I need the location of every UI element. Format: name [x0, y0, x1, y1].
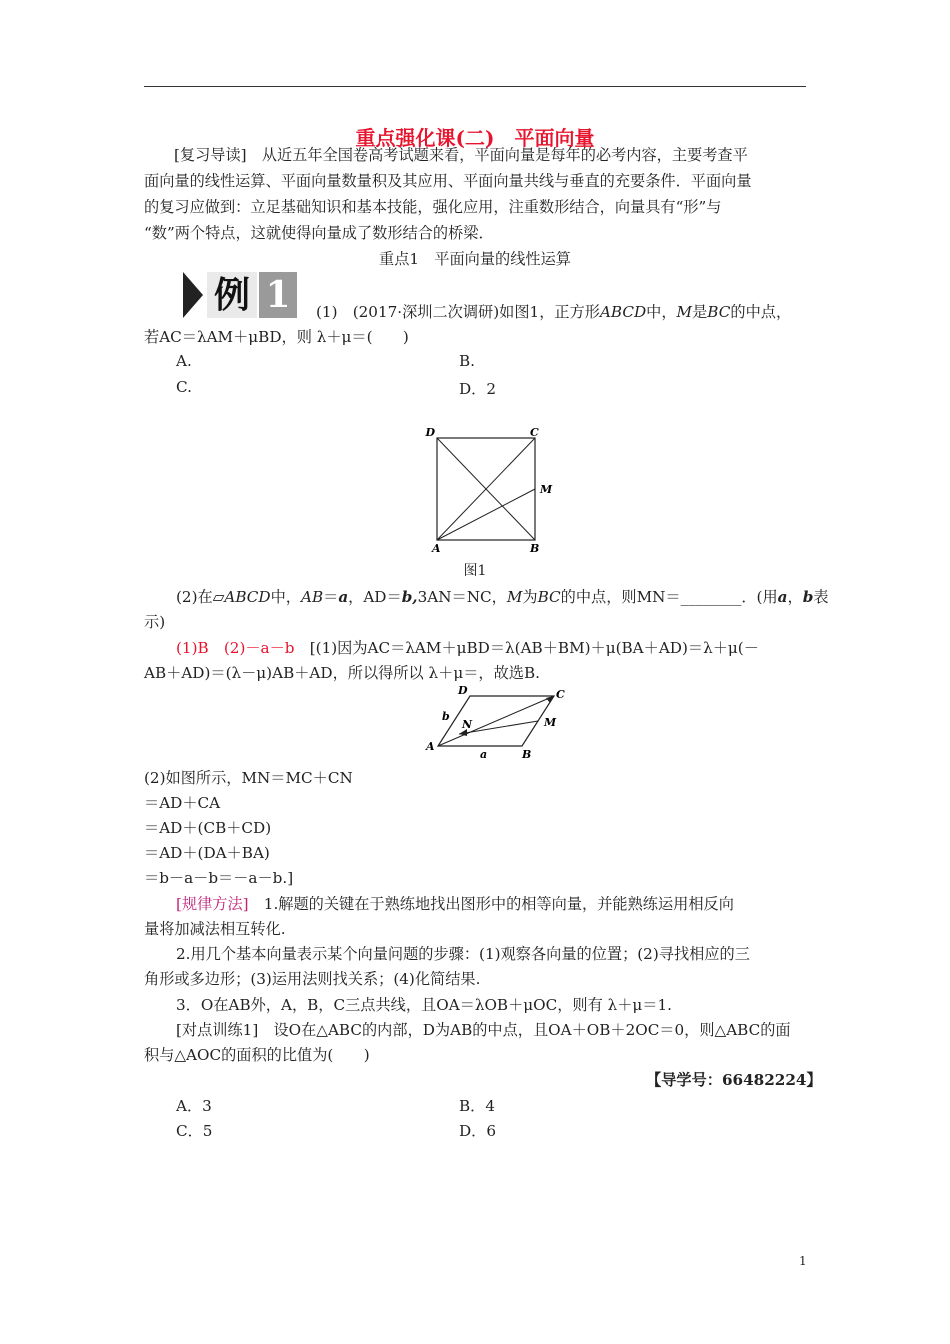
answer-key: (1)B (2)－a－b [176, 639, 295, 657]
method-line-4: 角形或多边形；(3)运用法则找关系；(4)化简结果. [144, 970, 481, 988]
svg-text:A: A [426, 740, 435, 753]
svg-text:B: B [522, 748, 532, 761]
guide-number: 【导学号：66482224】 [646, 1071, 822, 1089]
solution-line-3: ＝AD＋(CB＋CD) [144, 819, 272, 837]
practice-line-2: 积与△AOC的面积的比值为( ) [144, 1046, 370, 1064]
badge-char: 例 [207, 272, 257, 318]
practice-line-1: [对点训练1] 设O在△ABC的内部，D为AB的中点，且OA＋OB＋2OC＝0，则△ABC的面 [176, 1021, 791, 1039]
svg-text:C: C [556, 688, 565, 701]
svg-text:a: a [480, 748, 488, 761]
example-badge [183, 272, 297, 318]
option-a: A. [176, 352, 192, 370]
intro-tag: [复习导读] [174, 146, 247, 164]
svg-text:M: M [544, 716, 557, 729]
square-figure [420, 422, 560, 562]
label-d: D [425, 426, 435, 439]
method-line-1: [规律方法] 1.解题的关键在于熟练地找出图形中的相等向量，并能熟练运用相反向 [176, 895, 734, 913]
page-number: 1 [799, 1254, 807, 1268]
badge-arrow-icon [183, 272, 203, 318]
intro-line-3: 的复习应做到：立足基础知识和基本技能，强化应用，注重数形结合，向量具有“形”与 [144, 198, 722, 216]
header-rule [144, 86, 806, 87]
example1-line-2: 若AC＝λAM＋μBD，则 λ＋μ＝( ) [144, 328, 409, 346]
method-tag: [规律方法] [176, 895, 249, 913]
solution-line-5: ＝b－a－b＝－a－b.] [144, 869, 294, 887]
option-c: C. [176, 378, 192, 396]
practice-option-d: D．6 [459, 1122, 497, 1140]
option-d: D．2 [459, 380, 497, 398]
answer-line-2: AB＋AD)＝(λ－μ)AB＋AD，所以得所以 λ＋μ＝，故选B. [144, 664, 540, 682]
solution-line-4: ＝AD＋(DA＋BA) [144, 844, 270, 862]
method-line-3: 2.用几个基本向量表示某个向量问题的步骤：(1)观察各向量的位置；(2)寻找相应的三 [176, 945, 750, 963]
answer-line-1: (1)B (2)－a－b [(1)因为AC＝λAM＋μBD＝λ(AB＋BM)＋μ(BA＋AD)＝λ＋μ(－ [176, 639, 759, 657]
practice-option-c: C．5 [176, 1122, 213, 1140]
badge-number: 1 [259, 272, 297, 318]
solution-line-1: (2)如图所示，MN＝MC＋CN [144, 769, 353, 787]
example1-line-1: (1) (2017·深圳二次调研)如图1，正方形ABCD中，M是BC的中点， [316, 303, 792, 321]
intro-line-1: [复习导读] 从近五年全国卷高考试题来看，平面向量是每年的必考内容，主要考查平 [174, 146, 748, 164]
svg-text:b: b [442, 710, 450, 723]
practice-option-a: A．3 [176, 1097, 212, 1115]
page-title: 重点强化课(二) 平面向量 [355, 126, 595, 150]
method-line-5: 3．O在AB外，A，B，C三点共线，且OA＝λOB＋μOC，则有 λ＋μ＝1. [176, 996, 672, 1014]
example2-line-2: 示) [144, 613, 166, 631]
label-c: C [530, 426, 539, 439]
intro-line-4: “数”两个特点，这就使得向量成了数形结合的桥梁． [144, 224, 494, 242]
practice-option-b: B．4 [459, 1097, 496, 1115]
figure-1-caption: 图1 [463, 563, 487, 579]
method-line-2: 量将加减法相互转化. [144, 920, 286, 938]
example2-line-1: (2)在▱ABCD中，AB＝a，AD＝b,3AN＝NC，M为BC的中点，则MN＝________．(用a，b表 [176, 588, 829, 606]
solution-line-2: ＝AD＋CA [144, 794, 221, 812]
section-heading: 重点1 平面向量的线性运算 [379, 250, 571, 268]
option-b: B. [459, 352, 475, 370]
label-m: M [540, 483, 553, 496]
intro-line-2: 面向量的线性运算、平面向量数量积及其应用、平面向量共线与垂直的充要条件．平面向量 [144, 172, 752, 190]
svg-text:D: D [458, 684, 468, 697]
svg-text:N: N [462, 718, 473, 731]
parallelogram-figure [418, 682, 578, 764]
label-a: A [432, 542, 441, 555]
label-b: B [530, 542, 540, 555]
